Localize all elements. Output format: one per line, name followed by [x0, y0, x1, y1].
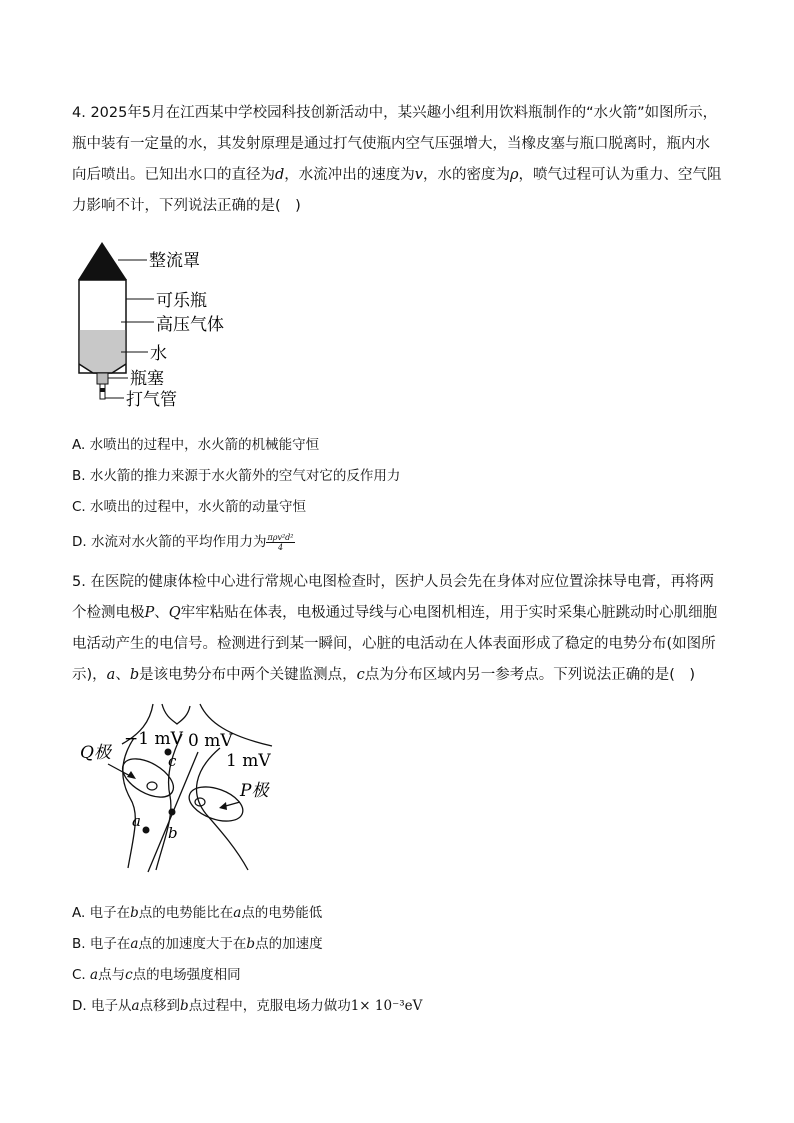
water-shape [80, 330, 126, 372]
var-d: d [275, 167, 285, 183]
p-electrode [185, 780, 248, 827]
option-var: b [246, 936, 256, 952]
neck-outline [162, 704, 190, 724]
var-a: a [106, 667, 116, 683]
option-var: a [130, 936, 139, 952]
bottle-label: 可乐瓶 [156, 291, 207, 311]
q-electrode-label: Q极 [80, 743, 111, 763]
option-text: 点过程中，克服电场力做功 [188, 998, 351, 1014]
var-c: c [356, 667, 365, 683]
b-label: b [168, 824, 178, 842]
var-v: v [414, 167, 423, 183]
q5-option-b [72, 934, 323, 954]
separator: 、 [115, 667, 130, 683]
equipotential-left [123, 738, 136, 868]
option-text: C. [72, 967, 91, 983]
plus-1mv-label: 1 mV [226, 751, 271, 771]
option-text: 点与 [98, 967, 126, 983]
option-text: A. 电子在 [72, 905, 131, 921]
var-p: P [144, 605, 155, 621]
q5-stem [72, 567, 722, 691]
var-q: Q [168, 605, 181, 621]
stopper-label: 瓶塞 [130, 369, 164, 389]
q5-option-a [72, 903, 322, 923]
gas-label: 高压气体 [156, 315, 224, 335]
q4-stem-text: ，喷气过程可认为重力、空气阻力影响不计，下列说法正确的是( ) [72, 167, 722, 214]
option-text: 点的电场强度相同 [132, 967, 241, 983]
q4-stem-text: 4. 2025年5月在江西某中学校园科技创新活动中，某兴趣小组利用饮料瓶制作的“水火箭”如图所示，瓶中装有一定量的水，其发射原理是通过打气使瓶内空气压强增大，当橡皮塞与瓶口脱离时，瓶内水向后喷出。已知出水口的直径为 [72, 105, 718, 183]
option-text: B. 电子在 [72, 936, 131, 952]
option-var: a [90, 967, 99, 983]
fairing-label: 整流罩 [149, 251, 200, 271]
option-var: a [131, 998, 140, 1014]
q5-stem-text: 点为分布区域内另一参考点。下列说法正确的是( ) [364, 667, 696, 683]
option-text: 点移到 [139, 998, 181, 1014]
water-rocket-figure [72, 238, 272, 414]
q4-stem-text: ，水的密度为 [423, 167, 510, 183]
q4-option-c: C. 水喷出的过程中，水火箭的动量守恒 [72, 499, 307, 515]
option-text: D. 电子从 [72, 998, 132, 1014]
q5-stem-text: 牢牢粘贴在体表，电极通过导线与心电图机相连，用于实时采集心脏跳动时心肌细胞电活动产生的电信号。检测进行到某一瞬间，心脏的电活动在人体表面形成了稳定的电势分布(如图所示)， [72, 605, 718, 683]
fraction-numerator: πρv²d² [267, 532, 294, 542]
q4-option-d [72, 532, 295, 552]
separator: 、 [154, 605, 169, 621]
water-label: 水 [150, 344, 167, 364]
q4-stem-text: ，水流冲出的速度为 [284, 167, 415, 183]
q4-stem [72, 98, 722, 222]
pump-tube-label: 打气管 [126, 390, 177, 410]
point-b [169, 809, 176, 816]
point-a [143, 827, 150, 834]
work-value: 1× 10⁻³eV [350, 998, 423, 1014]
force-fraction [266, 533, 294, 552]
q5-option-c [72, 965, 241, 985]
c-label: c [168, 752, 177, 770]
option-text: 点的加速度大于在 [138, 936, 247, 952]
q5-stem-text: 是该电势分布中两个关键监测点， [139, 667, 357, 683]
option-var: a [233, 905, 242, 921]
option-var: b [130, 905, 139, 921]
q4-option-b: B. 水火箭的推力来源于水火箭外的空气对它的反作用力 [72, 468, 401, 484]
stopper-shape [97, 373, 108, 384]
q4-option-a: A. 水喷出的过程中，水火箭的机械能守恒 [72, 437, 320, 453]
q5-stem-text: 5. 在医院的健康体检中心进行常规心电图检查时，医护人员会先在身体对应位置涂抹导电膏，再将两个检测电极 [72, 574, 714, 621]
option-text: 点的加速度 [255, 936, 323, 952]
a-label: a [132, 812, 141, 830]
var-rho: ρ [510, 167, 519, 183]
option-text: 点的电势能比在 [138, 905, 234, 921]
zero-mv-label: 0 mV [188, 731, 233, 751]
ecg-potential-figure [70, 698, 285, 874]
option-var: c [125, 967, 133, 983]
p-electrode-label: P极 [240, 781, 269, 801]
q5-option-d [72, 996, 422, 1016]
minus-1mv-label: −1 mV [124, 729, 183, 749]
fairing-shape [78, 242, 127, 280]
option-var: b [180, 998, 189, 1014]
option-text: 点的电势能低 [241, 905, 323, 921]
var-b: b [129, 667, 140, 683]
q4-option-d-text: D. 水流对水火箭的平均作用力为 [72, 534, 267, 550]
fraction-denominator: 4 [277, 542, 284, 552]
